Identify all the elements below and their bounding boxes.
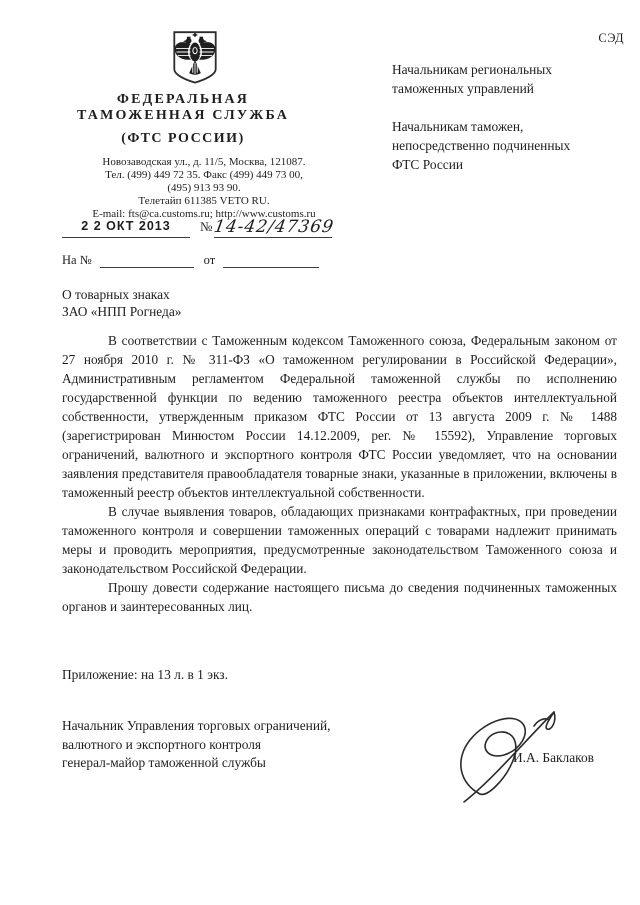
incoming-number-blank xyxy=(100,254,194,268)
body-paragraph-3: Прошу довести содержание настоящего письма до сведения подчиненных таможенных органов и заинтересованных лиц. xyxy=(62,580,617,614)
addressee1-line1: Начальникам региональных xyxy=(392,62,552,77)
org-email-web: E-mail: fts@ca.customs.ru; http://www.customs.ru xyxy=(92,208,316,220)
org-name-line2: ТАМОЖЕННАЯ СЛУЖБА xyxy=(76,108,290,123)
org-name-line1: ФЕДЕРАЛЬНАЯ xyxy=(116,92,250,107)
outgoing-number-field xyxy=(212,217,336,238)
on-number-label: На № xyxy=(62,253,92,267)
org-phone2: (495) 913 93 90. xyxy=(167,182,241,194)
routing-tag: СЭД xyxy=(598,31,624,45)
signer-name: И.А. Баклаков xyxy=(513,750,594,765)
letter-body xyxy=(62,331,617,616)
attachment-note: Приложение: на 13 л. в 1 экз. xyxy=(62,667,228,682)
from-label: от xyxy=(203,253,216,267)
outgoing-number-handwritten: 14-42/47369 xyxy=(212,217,336,237)
addressee2-line1: Начальникам таможен, xyxy=(392,119,524,134)
addressee2-line3: ФТС России xyxy=(392,157,464,172)
reference-row-outgoing xyxy=(62,219,362,238)
signer-title-line1: Начальник Управления торговых ограничений, xyxy=(62,718,331,733)
russia-coat-of-arms-icon xyxy=(168,28,222,85)
org-phone-fax: Тел. (499) 449 72 35. Факс (499) 449 73 00, xyxy=(105,169,303,181)
subject-line1: О товарных знаках xyxy=(62,287,170,302)
organization-name xyxy=(37,92,329,147)
body-paragraph-2: В случае выявления товаров, обладающих признаками контрафактных, при проведении таможенного контроля и совершении таможенных операций с товарами надлежит принимать меры и проводить мероприятия, предусмотренные законодательством Таможенного союза и законодательством Российской Федерации. xyxy=(62,504,617,576)
signer-title-line2: валютного и экспортного контроля xyxy=(62,736,262,752)
body-paragraph-1: В соответствии с Таможенным кодексом Таможенного союза, Федеральным законом от 27 ноября 2010 г. № 311-ФЗ «О таможенном регулировании в Российской Федерации», Административным регламентом Федеральной таможенной службы по исполнению государственной функции по ведению таможенного реестра объектов интеллектуальной собственности, утвержденным приказом ФТС России от 13 августа 2009 г. № 1488 (зарегистрирован Минюстом России 14.12.2009, рег. № 15592), Управление торговых ограничений, валютного и экспортного контроля ФТС России уведомляет, что на основании заявления представителя правообладателя товарные знаки, указанные в приложении, включены в таможенный реестр объектов интеллектуальной собственности. xyxy=(62,333,617,500)
date-stamp: 2 2 ОКТ 2013 xyxy=(62,219,190,238)
org-name-line3: (ФТС РОССИИ) xyxy=(121,131,245,146)
reference-row-incoming xyxy=(62,253,362,268)
letterhead xyxy=(58,28,350,221)
addressee-block xyxy=(392,60,628,174)
org-address: Новозаводская ул., д. 11/5, Москва, 121087. xyxy=(102,156,306,168)
signer-title-block xyxy=(62,717,331,773)
org-teletype: Телетайп 611385 VETO RU. xyxy=(138,195,270,207)
number-sign: № xyxy=(200,219,213,234)
incoming-date-blank xyxy=(223,254,319,268)
org-contact-block xyxy=(58,156,350,221)
addressee1-line2: таможенных управлений xyxy=(392,81,534,96)
subject-block xyxy=(62,286,181,320)
subject-line2: ЗАО «НПП Рогнеда» xyxy=(62,304,182,319)
addressee2-line2: непосредственно подчиненных xyxy=(392,138,571,153)
signer-title-line3: генерал-майор таможенной службы xyxy=(62,755,266,770)
